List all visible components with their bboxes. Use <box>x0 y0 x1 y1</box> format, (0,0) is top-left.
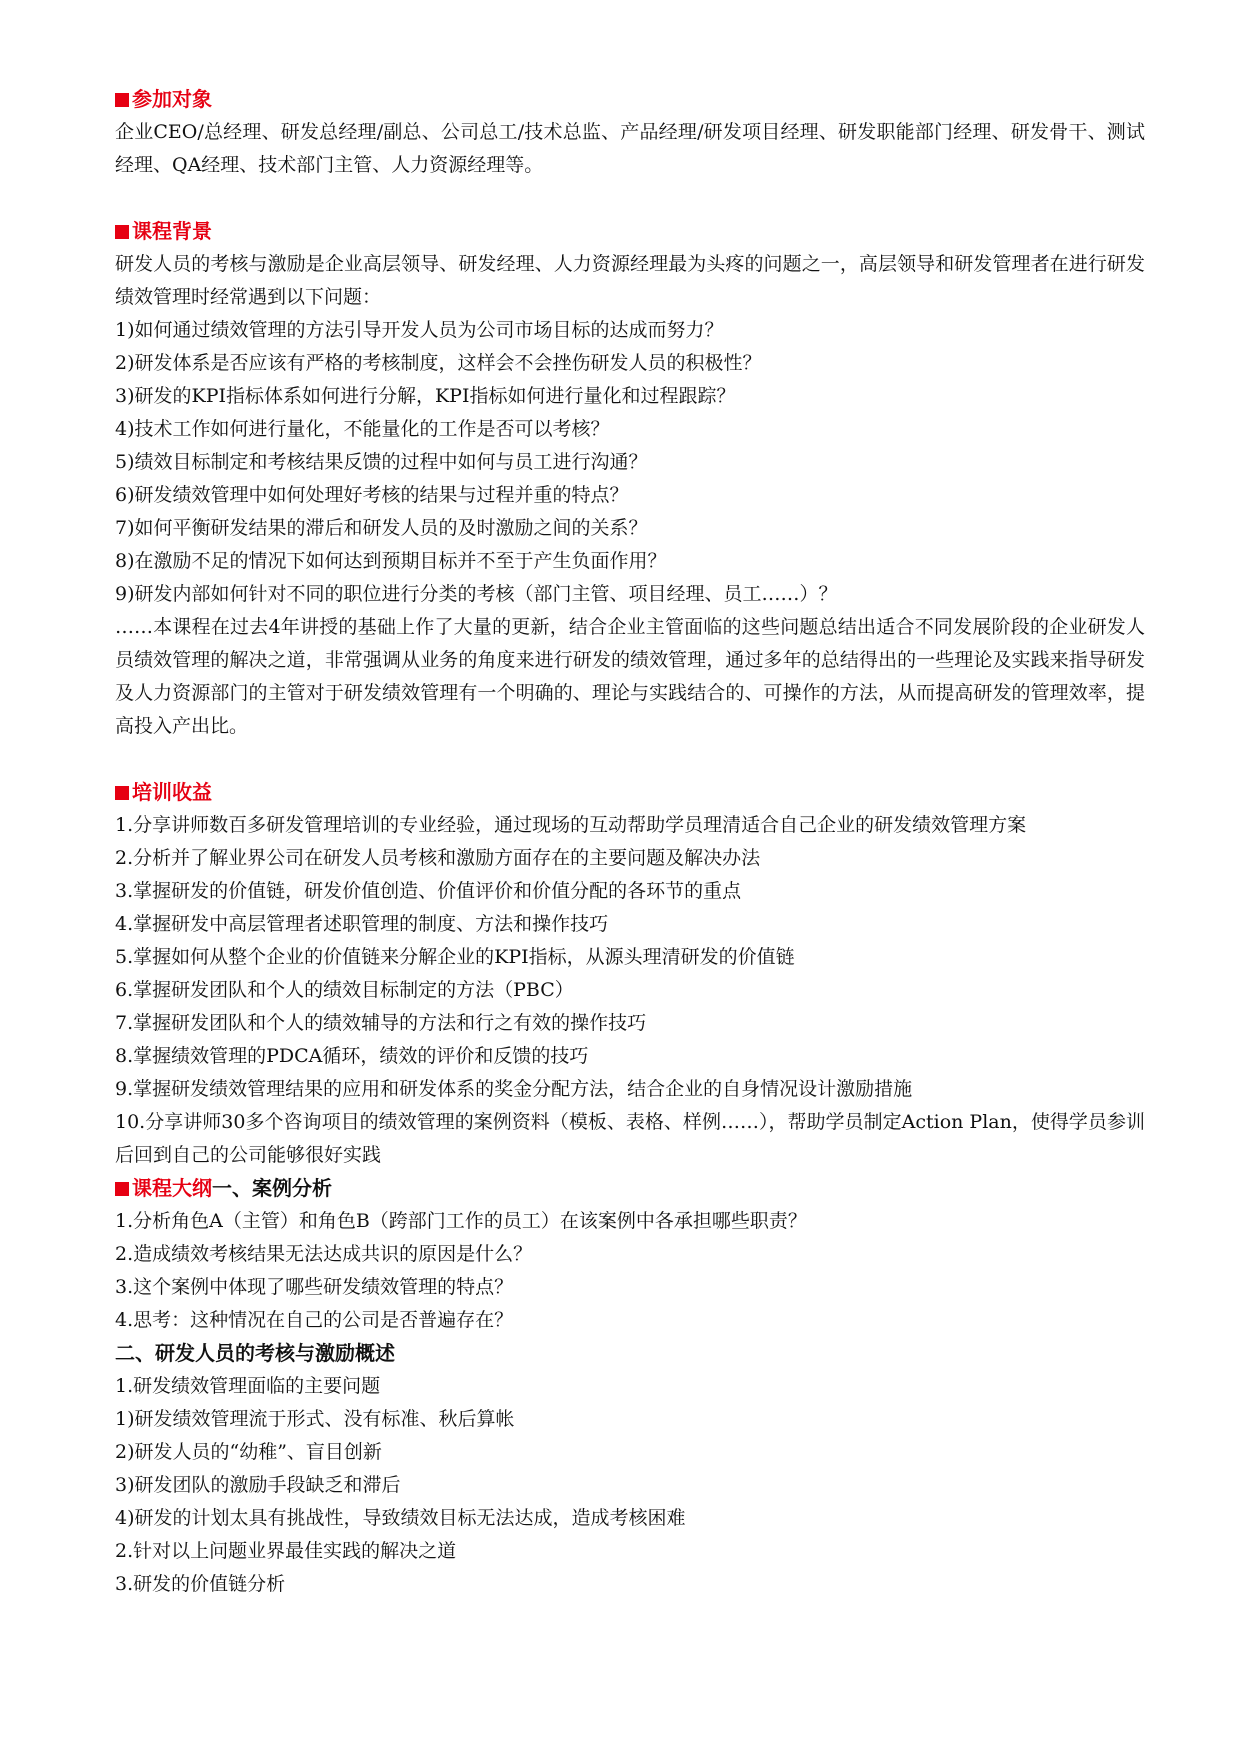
list-item: 2)研发人员的“幼稚”、盲目创新 <box>115 1441 382 1463</box>
document-page <box>115 83 1145 1601</box>
list-item: 4)技术工作如何进行量化，不能量化的工作是否可以考核？ <box>115 418 610 440</box>
square-bullet-icon <box>115 93 129 107</box>
square-bullet-icon <box>115 225 129 239</box>
list-item: 7)如何平衡研发结果的滞后和研发人员的及时激励之间的关系？ <box>115 517 648 539</box>
list-item: 2.分析并了解业界公司在研发人员考核和激励方面存在的主要问题及解决办法 <box>115 847 761 869</box>
list-item: 9.掌握研发绩效管理结果的应用和研发体系的奖金分配方法，结合企业的自身情况设计激励措施 <box>115 1078 913 1100</box>
section-title-text: 培训收益 <box>132 780 212 804</box>
list-item: 1.研发绩效管理面临的主要问题 <box>115 1375 381 1397</box>
list-item: 1)如何通过绩效管理的方法引导开发人员为公司市场目标的达成而努力？ <box>115 319 724 341</box>
list-item: 3)研发的KPI指标体系如何进行分解，KPI指标如何进行量化和过程跟踪？ <box>115 385 736 407</box>
list-item: 4.掌握研发中高层管理者述职管理的制度、方法和操作技巧 <box>115 913 609 935</box>
outline-part2-list <box>115 1370 1145 1601</box>
list-item: 5.掌握如何从整个企业的价值链来分解企业的KPI指标，从源头理清研发的价值链 <box>115 946 795 968</box>
section-title-outline <box>115 1172 1145 1205</box>
list-item: 2.针对以上问题业界最佳实践的解决之道 <box>115 1540 457 1562</box>
list-item: 6.掌握研发团队和个人的绩效目标制定的方法（PBC） <box>115 979 574 1001</box>
list-item: 9)研发内部如何针对不同的职位进行分类的考核（部门主管、项目经理、员工……）？ <box>115 583 838 605</box>
list-item: 1.分析角色A（主管）和角色B（跨部门工作的员工）在该案例中各承担哪些职责？ <box>115 1210 807 1232</box>
list-item: 8.掌握绩效管理的PDCA循环，绩效的评价和反馈的技巧 <box>115 1045 589 1067</box>
list-item: 4.思考：这种情况在自己的公司是否普遍存在？ <box>115 1309 514 1331</box>
section-title-text: 课程背景 <box>132 219 212 243</box>
background-intro: 研发人员的考核与激励是企业高层领导、研发经理、人力资源经理最为头疼的问题之一，高层领导和研发管理者在进行研发绩效管理时经常遇到以下问题： <box>115 253 1145 308</box>
section-title-background <box>115 215 1145 248</box>
list-item: 1.分享讲师数百多研发管理培训的专业经验，通过现场的互动帮助学员理清适合自己企业的研发绩效管理方案 <box>115 814 1027 836</box>
section-title-text: 参加对象 <box>132 87 212 111</box>
spacer <box>115 743 1145 776</box>
section-title-benefits <box>115 776 1145 809</box>
background-question-list <box>115 314 1145 611</box>
background-summary: ……本课程在过去4年讲授的基础上作了大量的更新，结合企业主管面临的这些问题总结出适合不同发展阶段的企业研发人员绩效管理的解决之道，非常强调从业务的角度来进行研发的绩效管理，通过多年的总结得出的一些理论及实践来指导研发及人力资源部门的主管对于研发绩效管理有一个明确的、理论与实践结合的、可操作的方法，从而提高研发的管理效率，提高投入产出比。 <box>115 616 1145 737</box>
benefits-list <box>115 809 1145 1172</box>
list-item: 5)绩效目标制定和考核结果反馈的过程中如何与员工进行沟通？ <box>115 451 648 473</box>
outline-part1-title: 一、案例分析 <box>212 1176 332 1200</box>
list-item: 3.这个案例中体现了哪些研发绩效管理的特点？ <box>115 1276 514 1298</box>
list-item: 6)研发绩效管理中如何处理好考核的结果与过程并重的特点？ <box>115 484 629 506</box>
section-title-participants <box>115 83 1145 116</box>
list-item: 3.掌握研发的价值链，研发价值创造、价值评价和价值分配的各环节的重点 <box>115 880 742 902</box>
outline-part2-title: 二、研发人员的考核与激励概述 <box>115 1341 395 1365</box>
list-item: 3)研发团队的激励手段缺乏和滞后 <box>115 1474 401 1496</box>
list-item: 7.掌握研发团队和个人的绩效辅导的方法和行之有效的操作技巧 <box>115 1012 647 1034</box>
list-item: 2.造成绩效考核结果无法达成共识的原因是什么？ <box>115 1243 533 1265</box>
list-item: 1)研发绩效管理流于形式、没有标准、秋后算帐 <box>115 1408 515 1430</box>
participants-body: 企业CEO/总经理、研发总经理/副总、公司总工/技术总监、产品经理/研发项目经理、研发职能部门经理、研发骨干、测试经理、QA经理、技术部门主管、人力资源经理等。 <box>115 121 1145 176</box>
list-item: 2)研发体系是否应该有严格的考核制度，这样会不会挫伤研发人员的积极性？ <box>115 352 762 374</box>
list-item: 3.研发的价值链分析 <box>115 1573 286 1595</box>
list-item: 8)在激励不足的情况下如何达到预期目标并不至于产生负面作用？ <box>115 550 667 572</box>
square-bullet-icon <box>115 1182 129 1196</box>
square-bullet-icon <box>115 786 129 800</box>
list-item: 4)研发的计划太具有挑战性，导致绩效目标无法达成，造成考核困难 <box>115 1507 686 1529</box>
list-item: 10.分享讲师30多个咨询项目的绩效管理的案例资料（模板、表格、样例……），帮助学员制定Action Plan，使得学员参训后回到自己的公司能够很好实践 <box>115 1111 1145 1166</box>
outline-part1-list <box>115 1205 1145 1337</box>
section-title-text: 课程大纲 <box>132 1176 212 1200</box>
spacer <box>115 182 1145 215</box>
